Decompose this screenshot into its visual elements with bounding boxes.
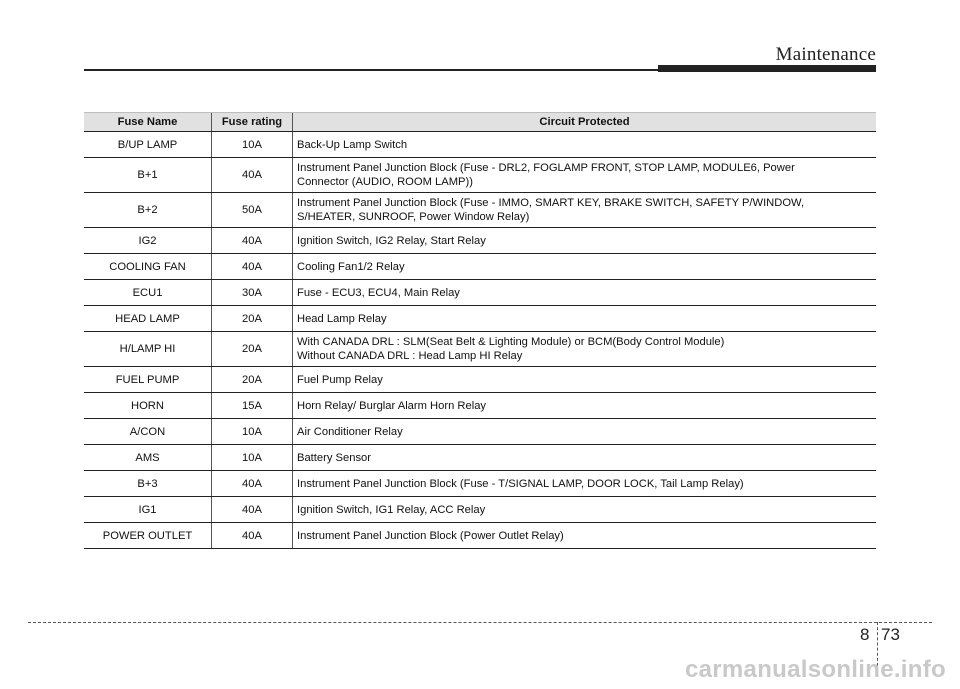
table-row: [84, 367, 876, 393]
fuse-rating-cell: 40A: [212, 228, 293, 254]
fuse-name-cell: B+1: [84, 158, 212, 193]
table-row: [84, 419, 876, 445]
circuit-protected-cell: [293, 228, 877, 254]
table-row: [84, 280, 876, 306]
circuit-text-line: Fuel Pump Relay: [297, 373, 383, 386]
circuit-protected-cell: [293, 497, 877, 523]
table-row: [84, 471, 876, 497]
fuse-rating-cell: 15A: [212, 393, 293, 419]
chapter-number: 8: [860, 625, 870, 644]
fuse-rating-cell: 20A: [212, 306, 293, 332]
table-row: [84, 445, 876, 471]
circuit-text-line: Instrument Panel Junction Block (Power Outlet Relay): [297, 529, 564, 542]
circuit-protected-cell: [293, 158, 877, 193]
fuse-name-cell: B+3: [84, 471, 212, 497]
circuit-text-line: Head Lamp Relay: [297, 312, 387, 325]
circuit-text-line: Air Conditioner Relay: [297, 425, 403, 438]
circuit-text-line: With CANADA DRL : SLM(Seat Belt & Lighting Module) or BCM(Body Control Module): [297, 336, 725, 348]
fuse-rating-cell: 40A: [212, 158, 293, 193]
fuse-rating-cell: 40A: [212, 471, 293, 497]
fuse-name-cell: A/CON: [84, 419, 212, 445]
table-row: [84, 306, 876, 332]
table-row: [84, 254, 876, 280]
circuit-protected-cell: [293, 471, 877, 497]
circuit-protected-cell: [293, 132, 877, 158]
fuse-name-cell: B/UP LAMP: [84, 132, 212, 158]
fuse-name-cell: ECU1: [84, 280, 212, 306]
section-title: Maintenance: [775, 44, 876, 65]
fuse-name-cell: AMS: [84, 445, 212, 471]
column-header-fuse-rating: Fuse rating: [212, 113, 293, 132]
table-row: [84, 497, 876, 523]
footer-dashed-rule: [28, 622, 932, 623]
fuse-name-cell: POWER OUTLET: [84, 523, 212, 549]
fuse-name-cell: H/LAMP HI: [84, 332, 212, 367]
circuit-text-line: Instrument Panel Junction Block (Fuse - IMMO, SMART KEY, BRAKE SWITCH, SAFETY P/WINDOW,: [297, 197, 805, 209]
circuit-protected-cell: [293, 332, 877, 367]
table-row: [84, 193, 876, 228]
page-number: 73: [881, 625, 900, 644]
fuse-table: [84, 112, 876, 549]
circuit-text-line: Without CANADA DRL : Head Lamp HI Relay: [297, 350, 523, 362]
circuit-protected-cell: [293, 193, 877, 228]
fuse-table-body: [84, 132, 876, 549]
table-row: [84, 393, 876, 419]
fuse-name-cell: IG1: [84, 497, 212, 523]
circuit-text-line: Instrument Panel Junction Block (Fuse - T/SIGNAL LAMP, DOOR LOCK, Tail Lamp Relay): [297, 477, 744, 490]
circuit-text-line: Battery Sensor: [297, 451, 371, 464]
circuit-protected-cell: [293, 445, 877, 471]
circuit-protected-cell: [293, 523, 877, 549]
circuit-protected-cell: [293, 306, 877, 332]
fuse-name-cell: IG2: [84, 228, 212, 254]
circuit-text-line: Connector (AUDIO, ROOM LAMP)): [297, 176, 473, 188]
column-header-fuse-name: Fuse Name: [84, 113, 212, 132]
circuit-protected-cell: [293, 367, 877, 393]
fuse-rating-cell: 40A: [212, 254, 293, 280]
fuse-rating-cell: 10A: [212, 132, 293, 158]
fuse-rating-cell: 50A: [212, 193, 293, 228]
watermark-text: carmanualsonline.info: [684, 656, 946, 683]
circuit-text-line: Ignition Switch, IG2 Relay, Start Relay: [297, 234, 486, 247]
fuse-rating-cell: 10A: [212, 419, 293, 445]
circuit-protected-cell: [293, 419, 877, 445]
fuse-rating-cell: 30A: [212, 280, 293, 306]
circuit-text-line: Cooling Fan1/2 Relay: [297, 260, 405, 273]
table-row: [84, 132, 876, 158]
circuit-text-line: Ignition Switch, IG1 Relay, ACC Relay: [297, 503, 486, 516]
circuit-text-line: Horn Relay/ Burglar Alarm Horn Relay: [297, 399, 487, 412]
fuse-rating-cell: 40A: [212, 497, 293, 523]
circuit-text-line: Back-Up Lamp Switch: [297, 138, 408, 151]
fuse-name-cell: B+2: [84, 193, 212, 228]
circuit-text-line: S/HEATER, SUNROOF, Power Window Relay): [297, 211, 530, 223]
table-row: [84, 158, 876, 193]
fuse-name-cell: FUEL PUMP: [84, 367, 212, 393]
fuse-name-cell: COOLING FAN: [84, 254, 212, 280]
circuit-text-line: Instrument Panel Junction Block (Fuse - DRL2, FOGLAMP FRONT, STOP LAMP, MODULE6, Power: [297, 162, 795, 174]
table-row: [84, 332, 876, 367]
circuit-protected-cell: [293, 393, 877, 419]
circuit-protected-cell: [293, 254, 877, 280]
header-rule-thick: [658, 65, 876, 72]
table-row: [84, 228, 876, 254]
fuse-rating-cell: 20A: [212, 367, 293, 393]
fuse-rating-cell: 20A: [212, 332, 293, 367]
fuse-rating-cell: 10A: [212, 445, 293, 471]
table-row: [84, 523, 876, 549]
fuse-name-cell: HORN: [84, 393, 212, 419]
circuit-text-line: Fuse - ECU3, ECU4, Main Relay: [297, 286, 460, 299]
circuit-protected-cell: [293, 280, 877, 306]
column-header-circuit-protected: Circuit Protected: [293, 113, 877, 132]
table-header-row: [84, 113, 876, 132]
header-rule-thin: [84, 69, 660, 71]
fuse-name-cell: HEAD LAMP: [84, 306, 212, 332]
fuse-rating-cell: 40A: [212, 523, 293, 549]
